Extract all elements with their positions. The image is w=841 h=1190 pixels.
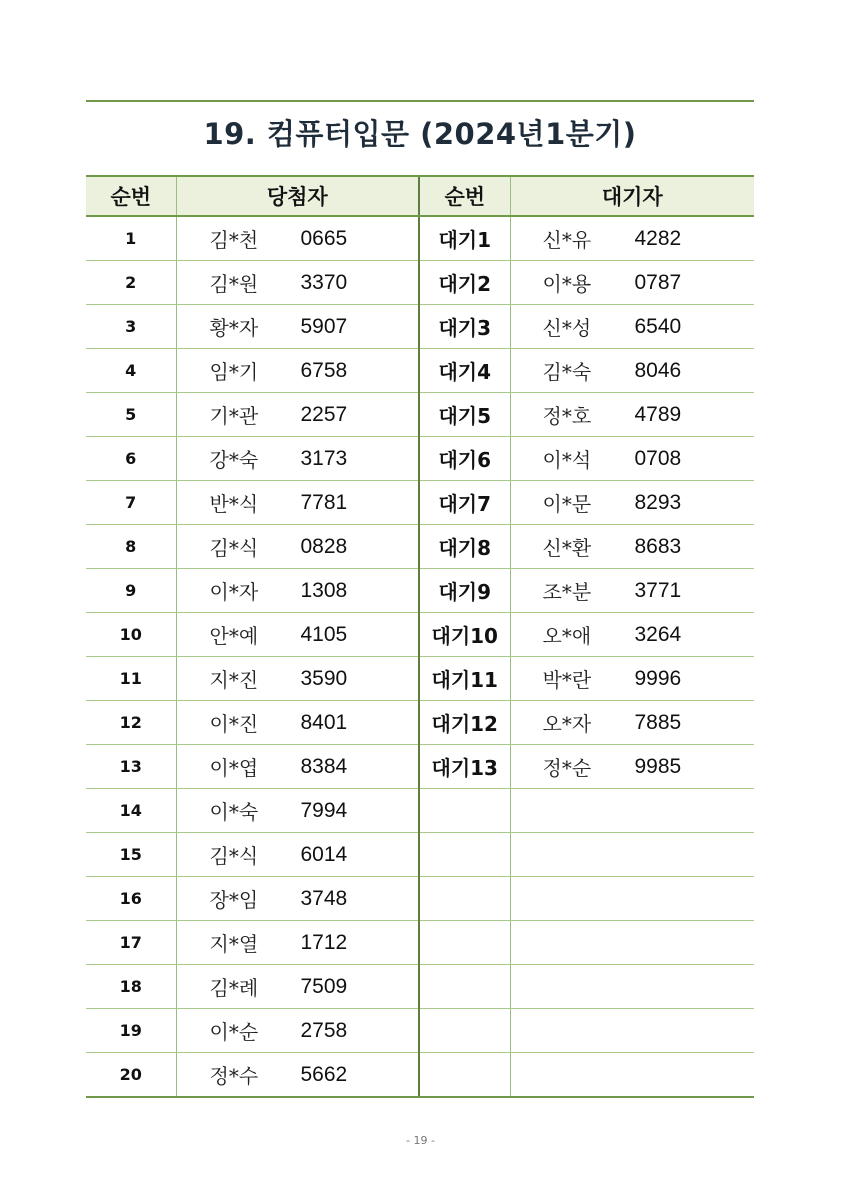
wait-rank-cell: 대기10 [419, 613, 510, 657]
winner-cell [176, 481, 419, 525]
rank-cell: 18 [86, 965, 176, 1009]
winner-cell [176, 569, 419, 613]
winner-code: 2257 [300, 402, 348, 426]
wait-rank-cell: 대기4 [419, 349, 510, 393]
table-row [86, 613, 754, 657]
header-rank: 순번 [86, 176, 176, 216]
waitlist-code: 7885 [634, 710, 682, 734]
winner-name: 김*식 [209, 844, 259, 868]
winner-cell [176, 1009, 419, 1053]
table-row [86, 921, 754, 965]
winner-name: 김*례 [209, 976, 259, 1000]
waitlist-name: 신*환 [542, 536, 592, 560]
table-row [86, 305, 754, 349]
winner-name: 황*자 [209, 316, 259, 340]
winner-cell [176, 657, 419, 701]
rank-cell: 16 [86, 877, 176, 921]
winner-code: 3173 [300, 446, 348, 470]
waitlist-code: 9996 [634, 666, 682, 690]
winner-cell [176, 1053, 419, 1098]
wait-rank-cell: 대기7 [419, 481, 510, 525]
winner-code: 6758 [300, 358, 348, 382]
wait-rank-cell [419, 789, 510, 833]
table-row [86, 437, 754, 481]
table-body [86, 216, 754, 1097]
rank-cell: 7 [86, 481, 176, 525]
table-header-row [86, 176, 754, 216]
waitlist-code: 4282 [634, 226, 682, 250]
waitlist-name: 박*란 [542, 668, 592, 692]
wait-rank-cell [419, 965, 510, 1009]
waitlist-cell [510, 877, 754, 921]
waitlist-code: 0708 [634, 446, 682, 470]
table-row [86, 261, 754, 305]
winner-cell [176, 349, 419, 393]
table-row [86, 833, 754, 877]
table-row [86, 965, 754, 1009]
winner-cell [176, 393, 419, 437]
waitlist-code: 8683 [634, 534, 682, 558]
rank-cell: 11 [86, 657, 176, 701]
wait-rank-cell: 대기2 [419, 261, 510, 305]
waitlist-cell [510, 701, 754, 745]
wait-rank-cell: 대기9 [419, 569, 510, 613]
wait-rank-cell: 대기5 [419, 393, 510, 437]
winner-name: 안*예 [209, 624, 259, 648]
waitlist-name: 신*유 [542, 228, 592, 252]
winner-code: 4105 [300, 622, 348, 646]
winner-code: 5907 [300, 314, 348, 338]
table-row [86, 877, 754, 921]
table-row [86, 1009, 754, 1053]
table-row [86, 701, 754, 745]
winner-code: 2758 [300, 1018, 348, 1042]
wait-rank-cell: 대기8 [419, 525, 510, 569]
table-row [86, 569, 754, 613]
waitlist-cell [510, 745, 754, 789]
winner-code: 3370 [300, 270, 348, 294]
waitlist-name: 이*문 [542, 492, 592, 516]
winner-cell [176, 216, 419, 261]
waitlist-cell [510, 261, 754, 305]
winner-cell [176, 305, 419, 349]
waitlist-cell [510, 657, 754, 701]
winner-cell [176, 745, 419, 789]
winner-name: 이*순 [209, 1020, 259, 1044]
waitlist-name: 이*석 [542, 448, 592, 472]
winner-name: 김*천 [209, 228, 259, 252]
rank-cell: 6 [86, 437, 176, 481]
wait-rank-cell: 대기11 [419, 657, 510, 701]
winner-code: 0828 [300, 534, 348, 558]
rank-cell: 13 [86, 745, 176, 789]
table-row [86, 216, 754, 261]
rank-cell: 17 [86, 921, 176, 965]
waitlist-cell [510, 569, 754, 613]
waitlist-code: 3264 [634, 622, 682, 646]
waitlist-code: 4789 [634, 402, 682, 426]
top-rule [86, 100, 754, 102]
winner-code: 8401 [300, 710, 348, 734]
waitlist-cell [510, 965, 754, 1009]
waitlist-name: 정*호 [542, 404, 592, 428]
winner-cell [176, 613, 419, 657]
rank-cell: 14 [86, 789, 176, 833]
wait-rank-cell [419, 1053, 510, 1098]
table-row [86, 745, 754, 789]
waitlist-cell [510, 216, 754, 261]
rank-cell: 19 [86, 1009, 176, 1053]
waitlist-cell [510, 481, 754, 525]
winner-code: 8384 [300, 754, 348, 778]
waitlist-code: 8046 [634, 358, 682, 382]
winner-name: 이*진 [209, 712, 259, 736]
table-row [86, 1053, 754, 1098]
winner-code: 1712 [300, 930, 348, 954]
winner-name: 기*관 [209, 404, 259, 428]
waitlist-name: 정*순 [542, 756, 592, 780]
waitlist-code: 6540 [634, 314, 682, 338]
page-title: 19. 컴퓨터입문 (2024년1분기) [203, 117, 637, 151]
waitlist-cell [510, 833, 754, 877]
rank-cell: 12 [86, 701, 176, 745]
winner-cell [176, 965, 419, 1009]
waitlist-cell [510, 393, 754, 437]
waitlist-code: 3771 [634, 578, 682, 602]
winner-code: 5662 [300, 1062, 348, 1086]
winner-code: 7994 [300, 798, 348, 822]
waitlist-name: 오*애 [542, 624, 592, 648]
rank-cell: 8 [86, 525, 176, 569]
winner-name: 정*수 [209, 1064, 259, 1088]
table-row [86, 481, 754, 525]
header-waitlist: 대기자 [510, 176, 754, 216]
winner-name: 이*숙 [209, 800, 259, 824]
header-wait-rank: 순번 [419, 176, 510, 216]
waitlist-code: 9985 [634, 754, 682, 778]
table-row [86, 525, 754, 569]
wait-rank-cell: 대기6 [419, 437, 510, 481]
table-row [86, 789, 754, 833]
winner-code: 7509 [300, 974, 348, 998]
wait-rank-cell [419, 921, 510, 965]
table-row [86, 657, 754, 701]
waitlist-name: 김*숙 [542, 360, 592, 384]
wait-rank-cell: 대기3 [419, 305, 510, 349]
winner-code: 7781 [300, 490, 348, 514]
waitlist-cell [510, 525, 754, 569]
table-row [86, 349, 754, 393]
winner-cell [176, 701, 419, 745]
waitlist-cell [510, 921, 754, 965]
winner-name: 장*임 [209, 888, 259, 912]
waitlist-name: 오*자 [542, 712, 592, 736]
rank-cell: 10 [86, 613, 176, 657]
winner-code: 1308 [300, 578, 348, 602]
waitlist-cell [510, 1053, 754, 1098]
waitlist-name: 신*성 [542, 316, 592, 340]
table-row [86, 393, 754, 437]
waitlist-code: 8293 [634, 490, 682, 514]
waitlist-name: 이*용 [542, 272, 592, 296]
waitlist-name: 조*분 [542, 580, 592, 604]
winner-code: 3590 [300, 666, 348, 690]
winner-name: 강*숙 [209, 448, 259, 472]
page-number: - 19 - [406, 1134, 435, 1147]
winner-cell [176, 525, 419, 569]
wait-rank-cell: 대기1 [419, 216, 510, 261]
winner-code: 3748 [300, 886, 348, 910]
winner-name: 김*원 [209, 272, 259, 296]
rank-cell: 15 [86, 833, 176, 877]
wait-rank-cell: 대기12 [419, 701, 510, 745]
winner-cell [176, 921, 419, 965]
winner-name: 이*엽 [209, 756, 259, 780]
waitlist-cell [510, 437, 754, 481]
waitlist-cell [510, 613, 754, 657]
rank-cell: 5 [86, 393, 176, 437]
winner-cell [176, 261, 419, 305]
rank-cell: 2 [86, 261, 176, 305]
wait-rank-cell: 대기13 [419, 745, 510, 789]
winner-name: 임*기 [209, 360, 259, 384]
wait-rank-cell [419, 1009, 510, 1053]
waitlist-cell [510, 1009, 754, 1053]
wait-rank-cell [419, 833, 510, 877]
winner-cell [176, 789, 419, 833]
rank-cell: 20 [86, 1053, 176, 1098]
winner-name: 반*식 [209, 492, 259, 516]
winner-name: 김*식 [209, 536, 259, 560]
waitlist-cell [510, 305, 754, 349]
waitlist-code: 0787 [634, 270, 682, 294]
rank-cell: 9 [86, 569, 176, 613]
winner-name: 지*진 [209, 668, 259, 692]
winner-cell [176, 877, 419, 921]
waitlist-cell [510, 789, 754, 833]
wait-rank-cell [419, 877, 510, 921]
rank-cell: 3 [86, 305, 176, 349]
winner-cell [176, 437, 419, 481]
winner-name: 지*열 [209, 932, 259, 956]
rank-cell: 1 [86, 216, 176, 261]
winner-name: 이*자 [209, 580, 259, 604]
lottery-results-table [86, 175, 754, 1098]
winner-cell [176, 833, 419, 877]
waitlist-cell [510, 349, 754, 393]
winner-code: 0665 [300, 226, 348, 250]
winner-code: 6014 [300, 842, 348, 866]
header-winners: 당첨자 [176, 176, 419, 216]
rank-cell: 4 [86, 349, 176, 393]
